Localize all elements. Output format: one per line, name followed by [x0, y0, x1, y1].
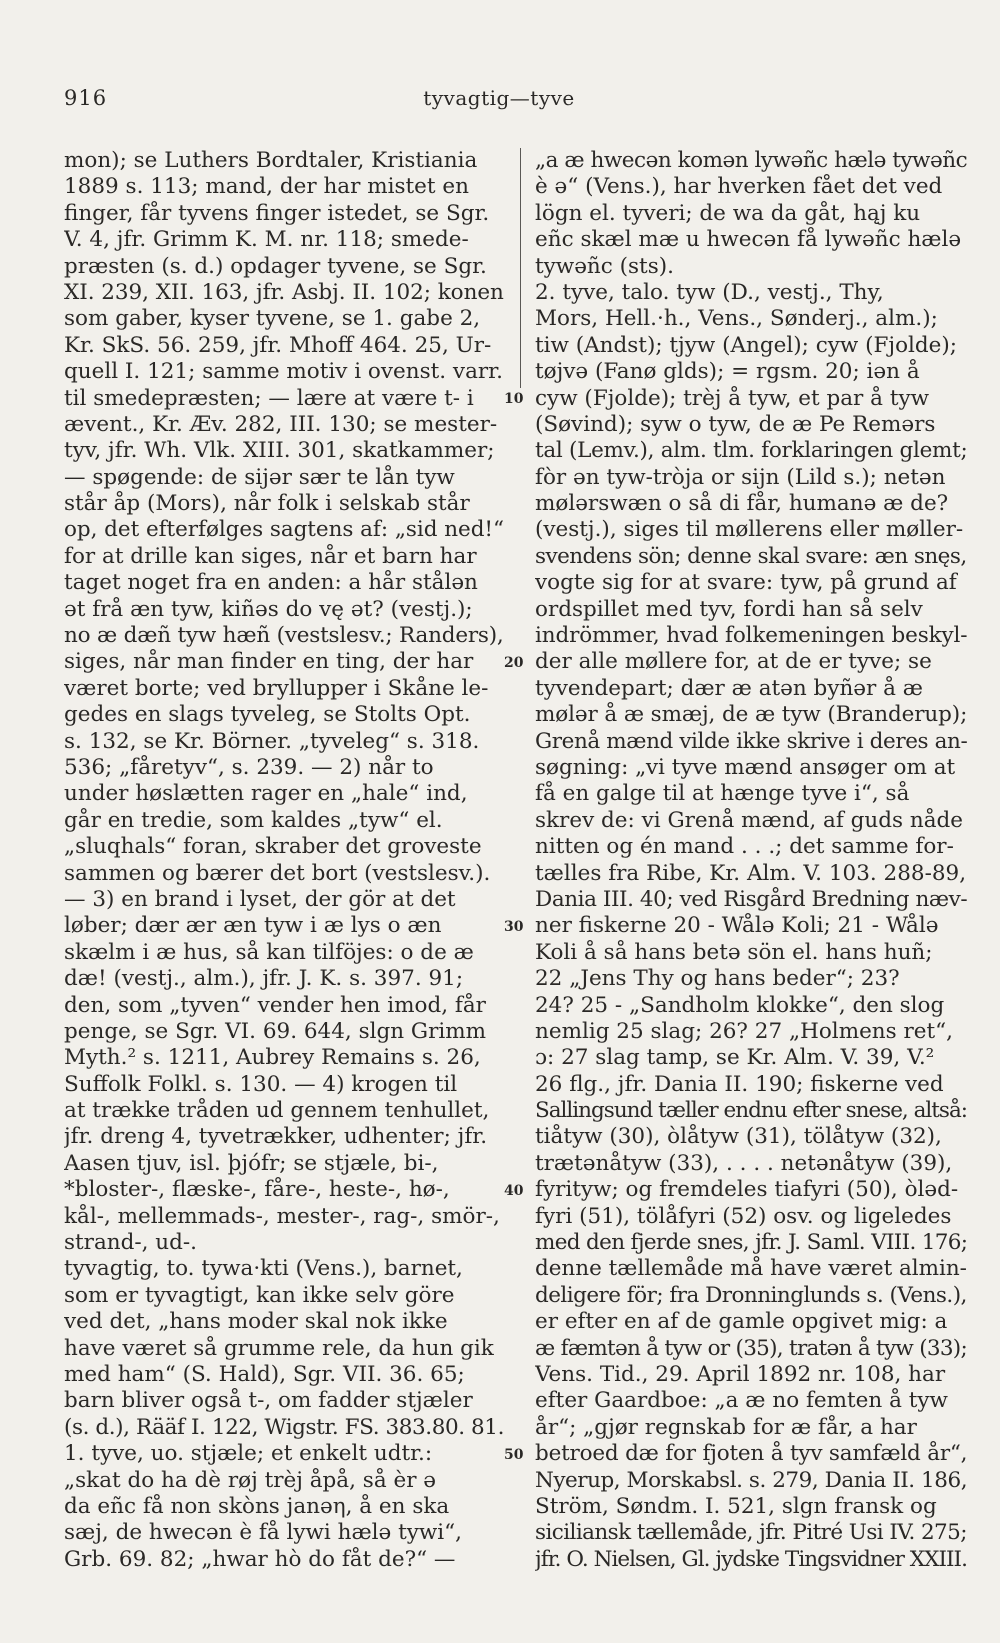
text-line: 536; „fåretyv“, s. 239. — 2) når to: [64, 754, 434, 780]
text-line: *bloster-, flæske-, fåre-, heste-, hø-,: [64, 1177, 450, 1203]
text-line: for at drille kan siges, når et barn har: [64, 543, 477, 569]
text-line: Vens. Tid., 29. April 1892 nr. 108, har: [535, 1361, 946, 1387]
text-line: 24? 25 - „Sandholm klokke“, den slog: [535, 992, 945, 1018]
text-line: have været så grumme rele, da hun gik: [64, 1335, 494, 1361]
text-line: skrev de: vi Grenå mænd, af guds nåde: [535, 807, 964, 833]
text-line: mon); se Luthers Bordtaler, Kristiania: [64, 148, 478, 173]
text-line: fyrityw; og fremdeles tiafyri (50), òləd-: [535, 1177, 959, 1203]
column-divider: [520, 148, 521, 388]
text-line: tøjvə (Fanø glds); = rgsm. 20; iən å: [535, 359, 920, 385]
text-line: tyvagtig, to. tywa·kti (Vens.), barnet,: [64, 1256, 463, 1282]
text-line: jfr. dreng 4, tyvetrækker, udhenter; jfr.: [64, 1124, 488, 1150]
page-header: [64, 86, 934, 116]
text-line: efter Gaardboe: „a æ no femten å tyw: [535, 1388, 948, 1414]
text-line: betroed dæ for fjoten å tyv samfæld år“,: [535, 1441, 967, 1467]
text-line: som gaber, kyser tyvene, se 1. gabe 2,: [64, 306, 481, 332]
text-line: vogte sig for at svare: tyw, på grund af: [535, 570, 957, 596]
text-line: trætənåtyw (33), . . . . netənåtyw (39),: [535, 1150, 953, 1176]
text-line: ordspillet med tyv, fordi han så selv: [535, 596, 923, 622]
text-line: tiåtyw (30), òlåtyw (31), tölåtyw (32),: [535, 1124, 942, 1150]
text-line: tyvendepart; dær æ atən byñər å æ: [535, 675, 924, 701]
text-line: Myth.² s. 1211, Aubrey Remains s. 26,: [64, 1045, 481, 1071]
text-line: siciliansk tællemåde, jfr. Pitré Usi IV. 275;: [535, 1520, 967, 1546]
text-line: 1. tyve, uo. stjæle; et enkelt udtr.:: [64, 1441, 433, 1467]
text-line: dæ! (vestj., alm.), jfr. J. K. s. 397. 91;: [64, 966, 464, 992]
text-line: at trække tråden ud gennem tenhullet,: [64, 1098, 490, 1124]
text-line: sæj, de hwecən è få lywi hælə tywi“,: [64, 1520, 463, 1546]
text-line: strand-, ud-.: [64, 1230, 198, 1256]
text-line: 2. tyve, talo. tyw (D., vestj., Thy,: [535, 279, 884, 305]
text-line: Dania III. 40; ved Risgård Bredning næv-: [535, 886, 967, 912]
text-line: som er tyvagtigt, kan ikke selv göre: [64, 1282, 455, 1308]
left-column: [64, 148, 504, 1600]
text-line: under høslætten rager en „hale“ ind,: [64, 781, 468, 807]
text-line: er efter en af de gamle opgivet mig: a: [535, 1309, 948, 1335]
text-line: Grb. 69. 82; „hwar hò do fåt de?“ —: [64, 1546, 456, 1572]
text-line: penge, se Sgr. VI. 69. 644, slgn Grimm: [64, 1018, 487, 1044]
text-line: med ham“ (S. Hald), Sgr. VII. 36. 65;: [64, 1361, 465, 1387]
text-line: sammen og bærer det bort (vestslesv.).: [64, 860, 491, 886]
text-line: „a æ hwecən komən lywəñc hælə tywəñc: [535, 148, 967, 173]
text-line: quell I. 121; samme motiv i ovenst. varr.: [64, 359, 503, 385]
text-line: è ə“ (Vens.), har hverken fået det ved: [535, 174, 943, 200]
text-line: siges, når man finder en ting, der har: [64, 649, 474, 675]
text-line: der alle møllere for, at de er tyve; se: [535, 649, 932, 675]
text-line: XI. 239, XII. 163, jfr. Asbj. II. 102; konen: [64, 279, 504, 305]
right-column: [535, 148, 967, 1600]
text-line: Grenå mænd vilde ikke skrive i deres an-: [535, 728, 967, 754]
text-line: (Søvind); syw o tyw, de æ Pe Remərs: [535, 411, 936, 437]
text-line: Kr. SkS. 56. 259, jfr. Mhoff 464. 25, Ur-: [64, 332, 492, 358]
text-line: til smedepræsten; — lære at være t- i: [64, 385, 474, 411]
text-line: ved det, „hans moder skal nok ikke: [64, 1309, 448, 1335]
text-line: gedes en slags tyveleg, se Stolts Opt.: [64, 702, 471, 728]
text-line: barn bliver også t-, om fadder stjæler: [64, 1388, 473, 1414]
text-line: æ fæmtən å tyw or (35), tratən å tyw (33);: [535, 1335, 967, 1361]
text-line: no æ dæñ tyw hæñ (vestslesv.; Randers),: [64, 623, 504, 649]
page-number: 916: [64, 86, 108, 110]
text-line: (s. d.), Rääf I. 122, Wigstr. FS. 383.80. 81.: [64, 1414, 504, 1440]
line-number: 50: [504, 1446, 524, 1463]
text-line: — spøgende: de sijər sær te lån tyw: [64, 464, 455, 490]
text-line: få en galge til at hænge tyve i“, så: [535, 781, 910, 807]
text-line: 26 flg., jfr. Dania II. 190; fiskerne ved: [535, 1071, 944, 1097]
text-line: Ström, Søndm. I. 521, slgn fransk og: [535, 1493, 937, 1519]
text-line: ner fiskerne 20 - Wålə Koli; 21 - Wålə: [535, 913, 939, 939]
text-line: eñc skæl mæ u hwecən få lywəñc hælə: [535, 227, 962, 253]
text-line: „sluqhals“ foran, skraber det groveste: [64, 834, 482, 860]
text-line: år“; „gjør regnskab for æ får, a har: [535, 1414, 917, 1440]
text-line: skælm i æ hus, så kan tilföjes: o de æ: [64, 939, 474, 965]
text-line: med den fjerde snes, jfr. J. Saml. VIII. 176;: [535, 1230, 967, 1256]
text-line: går en tredie, som kaldes „tyw“ el.: [64, 807, 443, 833]
text-line: „skat do ha dè røj trèj åpå, så èr ə: [64, 1467, 437, 1493]
text-line: 22 „Jens Thy og hans beder“; 23?: [535, 966, 900, 992]
text-line: cyw (Fjolde); trèj å tyw, et par å tyw: [535, 385, 930, 411]
line-number: 20: [504, 654, 524, 671]
text-line: tal (Lemv.), alm. tlm. forklaringen glemt;: [535, 438, 967, 464]
text-line: præsten (s. d.) opdager tyvene, se Sgr.: [64, 253, 487, 279]
text-line: ɔ: 27 slag tamp, se Kr. Alm. V. 39, V.²: [535, 1045, 935, 1071]
text-line: lögn el. tyveri; de wa da gåt, hąj ku: [535, 200, 921, 226]
text-line: svendens sön; denne skal svare: æn snęs,: [535, 543, 967, 569]
text-line: tywəñc (sts).: [535, 253, 674, 279]
text-line: deligere för; fra Dronninglunds s. (Vens.),: [535, 1282, 967, 1308]
line-number: 40: [504, 1182, 524, 1199]
text-line: Koli å så hans betə sön el. hans huñ;: [535, 939, 933, 965]
text-line: nemlig 25 slag; 26? 27 „Holmens ret“,: [535, 1018, 953, 1044]
text-line: s. 132, se Kr. Börner. „tyveleg“ s. 318.: [64, 728, 480, 754]
text-line: står åp (Mors), når folk i selskab står: [64, 491, 470, 517]
text-line: op, det efterfølges sagtens af: „sid ned!“: [64, 517, 504, 543]
text-line: Mors, Hell.·h., Vens., Sønderj., alm.);: [535, 306, 938, 332]
text-line: Suffolk Folkl. s. 130. — 4) krogen til: [64, 1071, 458, 1097]
text-line: fyri (51), tölåfyri (52) osv. og ligeledes: [535, 1203, 952, 1229]
text-line: fòr ən tyw-tròja or sijn (Lild s.); netən: [535, 464, 946, 490]
text-line: da eñc få non skòns janəη, å en ska: [64, 1493, 450, 1519]
text-line: ət frå æn tyw, kiñəs do vę ət? (vestj.);: [64, 596, 473, 622]
text-line: søgning: „vi tyve mænd ansøger om at: [535, 754, 956, 780]
text-line: været borte; ved bryllupper i Skåne le-: [64, 675, 489, 701]
text-line: mølərswæn o så di får, humanə æ de?: [535, 491, 949, 517]
text-line: tyv, jfr. Wh. Vlk. XIII. 301, skatkammer;: [64, 438, 495, 464]
text-line: denne tællemåde må have været almin-: [535, 1256, 967, 1282]
text-line: (vestj.), siges til møllerens eller møller-: [535, 517, 964, 543]
text-line: mølər å æ smæj, de æ tyw (Branderup);: [535, 702, 967, 728]
text-line: jfr. O. Nielsen, Gl. jydske Tingsvidner XXIII.: [535, 1546, 967, 1572]
text-line: — 3) en brand i lyset, der gör at det: [64, 886, 456, 912]
text-line: indrömmer, hvad folkemeningen beskyl-: [535, 623, 967, 649]
text-line: Nyerup, Morskabsl. s. 279, Dania II. 186,: [535, 1467, 967, 1493]
text-line: tælles fra Ribe, Kr. Alm. V. 103. 288-89,: [535, 860, 967, 886]
text-line: den, som „tyven“ vender hen imod, får: [64, 992, 486, 1018]
text-line: løber; dær ær æn tyw i æ lys o æn: [64, 913, 442, 939]
text-line: finger, får tyvens finger istedet, se Sgr.: [64, 200, 490, 226]
running-head: tyvagtig—tyve: [423, 86, 575, 110]
text-line: 1889 s. 113; mand, der har mistet en: [64, 174, 469, 200]
text-line: kål-, mellemmads-, mester-, rag-, smör-,: [64, 1203, 500, 1229]
text-line: Aasen tjuv, isl. þjófr; se stjæle, bi-,: [64, 1150, 439, 1176]
text-line: ævent., Kr. Æv. 282, III. 130; se mester-: [64, 411, 498, 437]
text-line: nitten og én mand . . .; det samme for-: [535, 834, 954, 860]
line-number: 30: [504, 918, 524, 935]
text-line: Sallingsund tæller endnu efter snese, altså:: [535, 1098, 967, 1124]
text-line: V. 4, jfr. Grimm K. M. nr. 118; smede-: [64, 227, 469, 253]
text-line: taget noget fra en anden: a hår stålən: [64, 570, 478, 596]
text-line: tiw (Andst); tjyw (Angel); cyw (Fjolde);: [535, 332, 958, 358]
line-number: 10: [504, 390, 524, 407]
